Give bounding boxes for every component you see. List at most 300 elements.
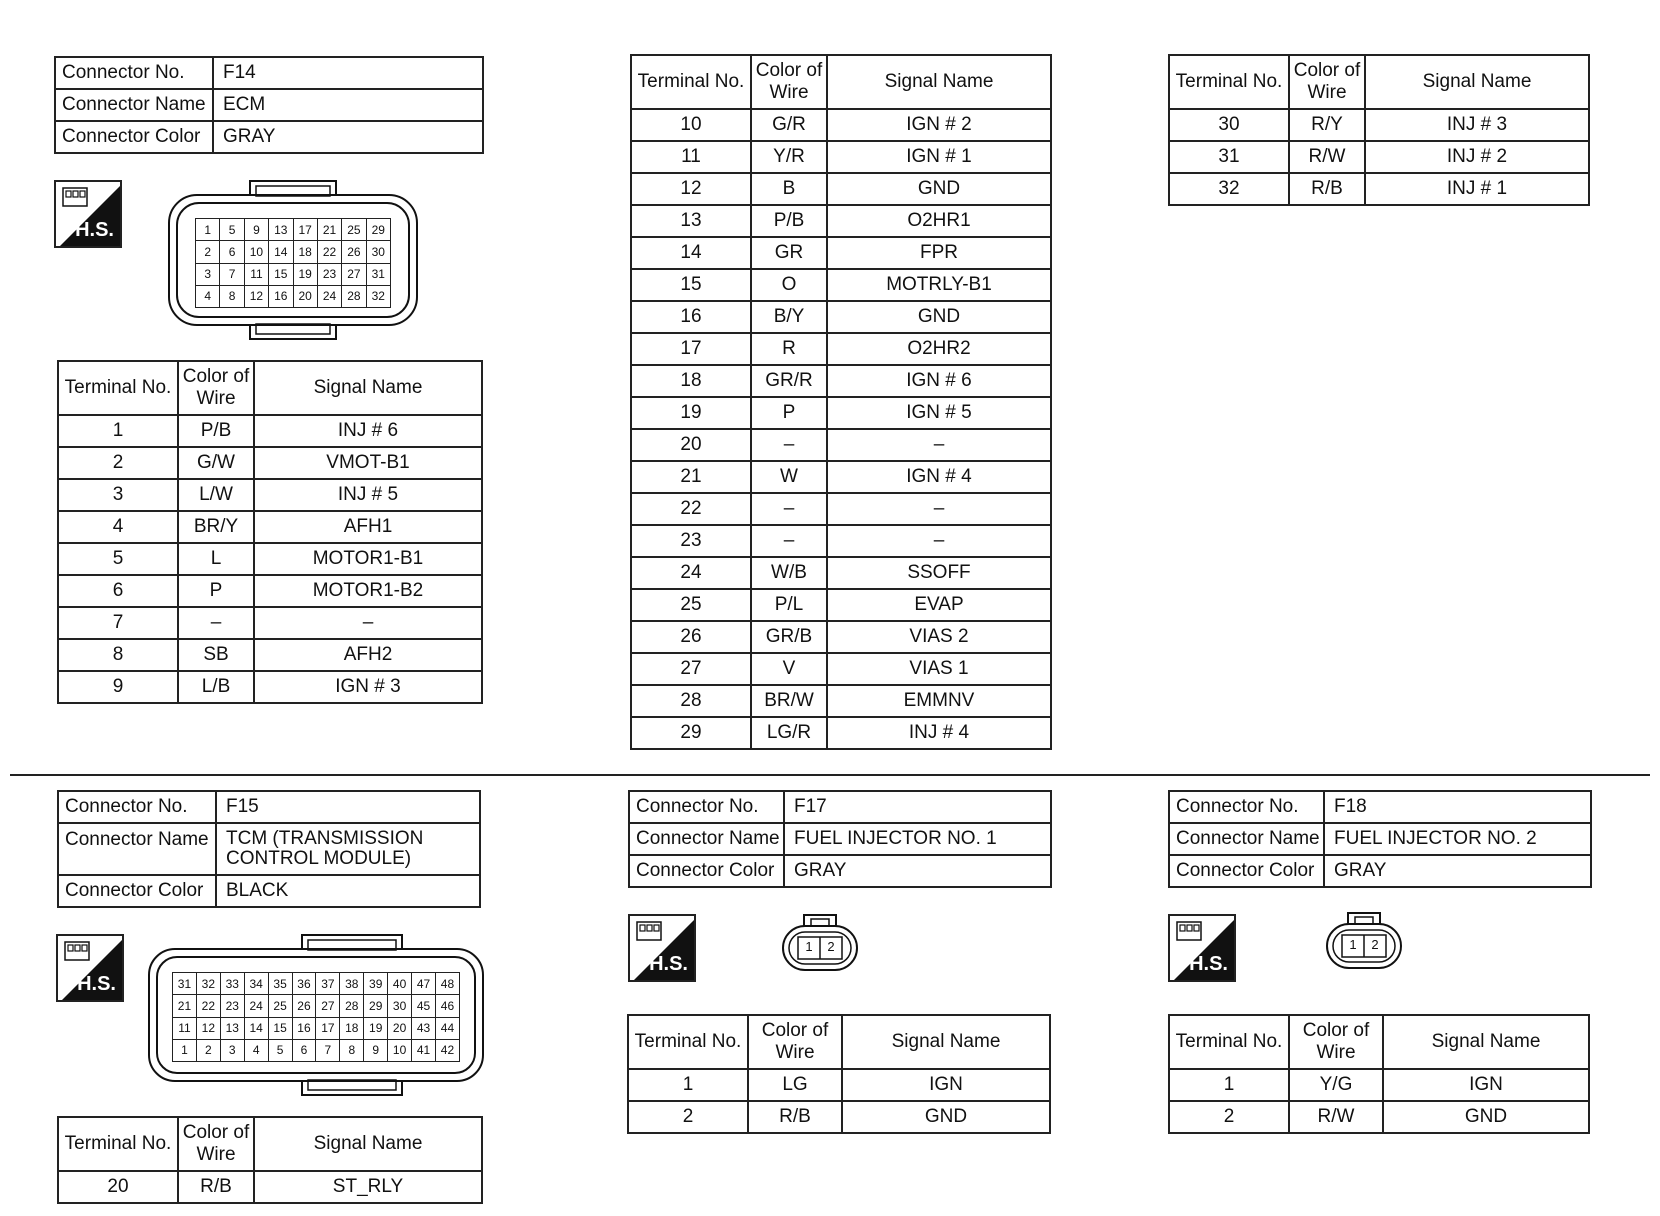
table-row: [1169, 1069, 1589, 1101]
signal-name-cell: INJ # 6: [254, 415, 482, 447]
signal-name-cell: IGN # 2: [827, 109, 1051, 141]
table-row: [1169, 1101, 1589, 1133]
pin-cell: 6: [292, 1039, 316, 1061]
table-row: [58, 1171, 482, 1203]
pin-cell: 29: [364, 995, 388, 1017]
pin-cell: 12: [196, 1017, 220, 1039]
color-of-wire-header: Color of Wire: [178, 361, 254, 415]
terminal-no-cell: 18: [631, 365, 751, 397]
connector-name-label: Connector Name: [629, 823, 784, 855]
pin-cell: 6: [220, 241, 244, 263]
wire-color-cell: Y/G: [1289, 1069, 1383, 1101]
wire-color-cell: R/B: [178, 1171, 254, 1203]
table-row: [631, 525, 1051, 557]
terminal-no-cell: 20: [631, 429, 751, 461]
terminal-no-header: Terminal No.: [631, 55, 751, 109]
wire-color-cell: P: [178, 575, 254, 607]
terminal-no-cell: 19: [631, 397, 751, 429]
terminal-no-cell: 23: [631, 525, 751, 557]
table-row: [58, 607, 482, 639]
pin-row: [173, 995, 460, 1017]
wire-color-cell: P/B: [751, 205, 827, 237]
f15-pin-grid: [172, 972, 460, 1062]
pin-cell: 20: [293, 285, 317, 307]
table-row: [58, 415, 482, 447]
wire-color-cell: LG: [748, 1069, 842, 1101]
terminal-no-header: Terminal No.: [1169, 55, 1289, 109]
wire-color-cell: G/R: [751, 109, 827, 141]
signal-name-cell: INJ # 3: [1365, 109, 1589, 141]
table-row: [631, 717, 1051, 749]
pin-label: 1: [1349, 937, 1357, 952]
pin-cell: 46: [435, 995, 459, 1017]
connector-color-label: Connector Color: [55, 121, 213, 153]
signal-name-cell: INJ # 2: [1365, 141, 1589, 173]
pin-cell: 17: [316, 1017, 340, 1039]
signal-name-cell: ST_RLY: [254, 1171, 482, 1203]
table-row: [631, 557, 1051, 589]
pin-label: 1: [805, 939, 813, 954]
signal-name-cell: EMMNV: [827, 685, 1051, 717]
wire-color-cell: SB: [178, 639, 254, 671]
connector-name-label: Connector Name: [1169, 823, 1324, 855]
connector-name-label: Connector Name: [55, 89, 213, 121]
terminal-no-cell: 27: [631, 653, 751, 685]
wire-color-cell: L/W: [178, 479, 254, 511]
signal-name-cell: INJ # 1: [1365, 173, 1589, 205]
wire-color-cell: W: [751, 461, 827, 493]
pin-cell: 11: [173, 1017, 197, 1039]
connector-color-value: GRAY: [213, 121, 483, 153]
wire-color-cell: R/Y: [1289, 109, 1365, 141]
pin-label: 2: [1371, 937, 1379, 952]
terminal-no-cell: 13: [631, 205, 751, 237]
pin-cell: 5: [268, 1039, 292, 1061]
pin-row: [173, 1039, 460, 1061]
pin-cell: 33: [220, 973, 244, 995]
pin-cell: 9: [364, 1039, 388, 1061]
signal-name-cell: O2HR2: [827, 333, 1051, 365]
table-row: [58, 575, 482, 607]
f14-terminal-table-b: [630, 54, 1052, 750]
signal-name-cell: MOTRLY-B1: [827, 269, 1051, 301]
pin-cell: 16: [269, 285, 293, 307]
wire-color-cell: P: [751, 397, 827, 429]
wire-color-cell: R/W: [1289, 1101, 1383, 1133]
terminal-no-cell: 2: [58, 447, 178, 479]
wire-color-cell: R/B: [748, 1101, 842, 1133]
wire-color-cell: –: [751, 525, 827, 557]
table-row: [631, 109, 1051, 141]
pin-cell: 15: [268, 1017, 292, 1039]
wire-color-cell: –: [751, 429, 827, 461]
table-row: [628, 1101, 1050, 1133]
wire-color-cell: –: [178, 607, 254, 639]
pin-cell: 30: [388, 995, 412, 1017]
pin-cell: 26: [292, 995, 316, 1017]
pin-cell: 36: [292, 973, 316, 995]
terminal-no-cell: 21: [631, 461, 751, 493]
pin-cell: 23: [220, 995, 244, 1017]
terminal-no-header: Terminal No.: [628, 1015, 748, 1069]
signal-name-cell: VMOT-B1: [254, 447, 482, 479]
terminal-no-cell: 12: [631, 173, 751, 205]
pin-row: [173, 1017, 460, 1039]
table-row: [631, 653, 1051, 685]
wire-color-cell: O: [751, 269, 827, 301]
terminal-no-cell: 25: [631, 589, 751, 621]
table-row: [628, 1069, 1050, 1101]
f15-connector-info: [57, 790, 481, 908]
hs-label: H.S.: [75, 219, 114, 241]
pin-cell: 25: [342, 219, 366, 241]
pin-cell: 18: [293, 241, 317, 263]
terminal-no-cell: 16: [631, 301, 751, 333]
pin-cell: 17: [293, 219, 317, 241]
connector-no-value: F14: [213, 57, 483, 89]
wire-color-cell: R/B: [1289, 173, 1365, 205]
pin-cell: 34: [244, 973, 268, 995]
pin-cell: 21: [317, 219, 341, 241]
f14-connector-face: [168, 180, 418, 340]
pin-label: 2: [827, 939, 835, 954]
table-row: [631, 173, 1051, 205]
pin-cell: 14: [244, 1017, 268, 1039]
f18-connector-info: [1168, 790, 1592, 888]
signal-name-header: Signal Name: [254, 1117, 482, 1171]
pin-cell: 31: [173, 973, 197, 995]
pin-cell: 37: [316, 973, 340, 995]
pin-cell: 10: [388, 1039, 412, 1061]
signal-name-cell: IGN # 3: [254, 671, 482, 703]
pin-cell: 4: [196, 285, 220, 307]
wire-color-cell: L: [178, 543, 254, 575]
f14-terminal-table-a: [57, 360, 483, 704]
pin-cell: 2: [196, 241, 220, 263]
terminal-no-cell: 2: [1169, 1101, 1289, 1133]
pin-cell: 8: [340, 1039, 364, 1061]
signal-name-cell: MOTOR1-B2: [254, 575, 482, 607]
pin-cell: 18: [340, 1017, 364, 1039]
terminal-no-cell: 4: [58, 511, 178, 543]
terminal-no-cell: 10: [631, 109, 751, 141]
pin-cell: 35: [268, 973, 292, 995]
table-row: [631, 237, 1051, 269]
signal-name-cell: AFH1: [254, 511, 482, 543]
f15-terminal-table: [57, 1116, 483, 1204]
pin-cell: 12: [244, 285, 268, 307]
terminal-no-cell: 9: [58, 671, 178, 703]
f14-pin-grid: [195, 218, 391, 308]
pin-cell: 16: [292, 1017, 316, 1039]
connector-no-value: F17: [784, 791, 1051, 823]
signal-name-cell: VIAS 1: [827, 653, 1051, 685]
terminal-no-cell: 3: [58, 479, 178, 511]
pin-cell: 23: [317, 263, 341, 285]
pin-cell: 32: [196, 973, 220, 995]
pin-row: [196, 285, 391, 307]
table-row: [58, 639, 482, 671]
wire-color-cell: W/B: [751, 557, 827, 589]
connector-color-label: Connector Color: [629, 855, 784, 887]
pin-cell: 5: [220, 219, 244, 241]
f15-connector-face: [148, 934, 484, 1096]
table-row: [58, 447, 482, 479]
terminal-no-cell: 15: [631, 269, 751, 301]
wire-color-cell: GR: [751, 237, 827, 269]
hs-label: H.S.: [1189, 953, 1228, 975]
terminal-no-cell: 30: [1169, 109, 1289, 141]
wire-color-cell: G/W: [178, 447, 254, 479]
terminal-no-cell: 20: [58, 1171, 178, 1203]
table-row: [1169, 173, 1589, 205]
wire-color-cell: P/B: [178, 415, 254, 447]
table-row: [58, 479, 482, 511]
pin-cell: 11: [244, 263, 268, 285]
wire-color-cell: –: [751, 493, 827, 525]
terminal-no-cell: 6: [58, 575, 178, 607]
f17-connector-face: [782, 914, 858, 972]
signal-name-cell: –: [254, 607, 482, 639]
terminal-no-cell: 8: [58, 639, 178, 671]
terminal-no-cell: 28: [631, 685, 751, 717]
connector-no-label: Connector No.: [55, 57, 213, 89]
terminal-no-cell: 1: [628, 1069, 748, 1101]
signal-name-cell: IGN # 6: [827, 365, 1051, 397]
signal-name-cell: GND: [1383, 1101, 1589, 1133]
connector-name-value: FUEL INJECTOR NO. 1: [784, 823, 1051, 855]
hs-icon: [56, 934, 124, 1002]
color-of-wire-header: Color of Wire: [178, 1117, 254, 1171]
wire-color-cell: P/L: [751, 589, 827, 621]
connector-name-label: Connector Name: [58, 823, 216, 875]
pin-row: [196, 241, 391, 263]
terminal-no-cell: 1: [1169, 1069, 1289, 1101]
pin-cell: 24: [317, 285, 341, 307]
connector-color-label: Connector Color: [1169, 855, 1324, 887]
hs-icon: [1168, 914, 1236, 982]
wire-color-cell: R: [751, 333, 827, 365]
pin-cell: 13: [220, 1017, 244, 1039]
connector-name-value: TCM (TRANSMISSION CONTROL MODULE): [216, 823, 480, 875]
terminal-no-cell: 5: [58, 543, 178, 575]
pin-cell: 24: [244, 995, 268, 1017]
wire-color-cell: B: [751, 173, 827, 205]
f18-connector-face: [1326, 912, 1402, 970]
f14-connector-info: [54, 56, 484, 154]
hs-icon: [54, 180, 122, 248]
signal-name-cell: SSOFF: [827, 557, 1051, 589]
terminal-no-cell: 14: [631, 237, 751, 269]
terminal-no-header: Terminal No.: [58, 361, 178, 415]
table-row: [631, 621, 1051, 653]
wire-color-cell: GR/R: [751, 365, 827, 397]
terminal-no-cell: 22: [631, 493, 751, 525]
pin-cell: 1: [173, 1039, 197, 1061]
pin-cell: 19: [293, 263, 317, 285]
f18-terminal-table: [1168, 1014, 1590, 1134]
terminal-no-cell: 17: [631, 333, 751, 365]
pin-cell: 28: [340, 995, 364, 1017]
pin-cell: 48: [435, 973, 459, 995]
signal-name-cell: INJ # 4: [827, 717, 1051, 749]
pin-cell: 7: [316, 1039, 340, 1061]
pin-cell: 38: [340, 973, 364, 995]
terminal-no-cell: 2: [628, 1101, 748, 1133]
connector-name-value: ECM: [213, 89, 483, 121]
signal-name-cell: GND: [842, 1101, 1050, 1133]
pin-cell: 41: [412, 1039, 436, 1061]
table-row: [631, 365, 1051, 397]
pin-cell: 7: [220, 263, 244, 285]
pin-cell: 43: [412, 1017, 436, 1039]
pin-cell: 14: [269, 241, 293, 263]
pin-cell: 25: [268, 995, 292, 1017]
signal-name-cell: –: [827, 429, 1051, 461]
pin-cell: 44: [435, 1017, 459, 1039]
signal-name-cell: O2HR1: [827, 205, 1051, 237]
pin-cell: 40: [388, 973, 412, 995]
pin-cell: 4: [244, 1039, 268, 1061]
hs-label: H.S.: [77, 973, 116, 995]
signal-name-cell: IGN # 5: [827, 397, 1051, 429]
terminal-no-cell: 31: [1169, 141, 1289, 173]
terminal-no-cell: 11: [631, 141, 751, 173]
pin-cell: 8: [220, 285, 244, 307]
terminal-no-cell: 32: [1169, 173, 1289, 205]
pin-row: [196, 219, 391, 241]
pin-cell: 30: [366, 241, 390, 263]
pin-cell: 27: [342, 263, 366, 285]
color-of-wire-header: Color of Wire: [751, 55, 827, 109]
signal-name-cell: IGN: [1383, 1069, 1589, 1101]
table-row: [631, 333, 1051, 365]
pin-row: [196, 263, 391, 285]
color-of-wire-header: Color of Wire: [1289, 1015, 1383, 1069]
table-row: [631, 141, 1051, 173]
signal-name-cell: GND: [827, 173, 1051, 205]
signal-name-cell: FPR: [827, 237, 1051, 269]
pin-cell: 19: [364, 1017, 388, 1039]
connector-no-label: Connector No.: [1169, 791, 1324, 823]
signal-name-header: Signal Name: [842, 1015, 1050, 1069]
pin-cell: 42: [435, 1039, 459, 1061]
table-row: [58, 511, 482, 543]
table-row: [631, 589, 1051, 621]
signal-name-cell: IGN: [842, 1069, 1050, 1101]
section-divider: [10, 774, 1650, 776]
pin-cell: 20: [388, 1017, 412, 1039]
table-row: [631, 205, 1051, 237]
signal-name-cell: IGN # 4: [827, 461, 1051, 493]
hs-icon: [628, 914, 696, 982]
f17-connector-info: [628, 790, 1052, 888]
table-row: [631, 301, 1051, 333]
terminal-no-cell: 7: [58, 607, 178, 639]
signal-name-cell: AFH2: [254, 639, 482, 671]
table-row: [1169, 109, 1589, 141]
connector-no-value: F15: [216, 791, 480, 823]
table-row: [631, 493, 1051, 525]
connector-color-label: Connector Color: [58, 875, 216, 907]
pin-cell: 15: [269, 263, 293, 285]
signal-name-header: Signal Name: [1365, 55, 1589, 109]
connector-no-label: Connector No.: [58, 791, 216, 823]
terminal-no-cell: 24: [631, 557, 751, 589]
pin-cell: 28: [342, 285, 366, 307]
table-row: [631, 397, 1051, 429]
pin-cell: 45: [412, 995, 436, 1017]
table-row: [631, 269, 1051, 301]
terminal-no-cell: 1: [58, 415, 178, 447]
wire-color-cell: Y/R: [751, 141, 827, 173]
wire-color-cell: V: [751, 653, 827, 685]
pin-cell: 10: [244, 241, 268, 263]
pin-cell: 9: [244, 219, 268, 241]
signal-name-header: Signal Name: [254, 361, 482, 415]
terminal-no-cell: 26: [631, 621, 751, 653]
pin-cell: 32: [366, 285, 390, 307]
color-of-wire-header: Color of Wire: [1289, 55, 1365, 109]
table-row: [1169, 141, 1589, 173]
pin-cell: 26: [342, 241, 366, 263]
wire-color-cell: LG/R: [751, 717, 827, 749]
connector-color-value: GRAY: [1324, 855, 1591, 887]
connector-color-value: BLACK: [216, 875, 480, 907]
signal-name-cell: VIAS 2: [827, 621, 1051, 653]
hs-label: H.S.: [649, 953, 688, 975]
pin-cell: 27: [316, 995, 340, 1017]
wire-color-cell: BR/Y: [178, 511, 254, 543]
signal-name-cell: EVAP: [827, 589, 1051, 621]
terminal-no-cell: 29: [631, 717, 751, 749]
pin-cell: 21: [173, 995, 197, 1017]
table-row: [631, 685, 1051, 717]
terminal-no-header: Terminal No.: [1169, 1015, 1289, 1069]
signal-name-cell: GND: [827, 301, 1051, 333]
terminal-no-header: Terminal No.: [58, 1117, 178, 1171]
wire-color-cell: L/B: [178, 671, 254, 703]
wire-color-cell: BR/W: [751, 685, 827, 717]
signal-name-header: Signal Name: [827, 55, 1051, 109]
pin-cell: 3: [196, 263, 220, 285]
table-row: [631, 429, 1051, 461]
pin-cell: 31: [366, 263, 390, 285]
signal-name-cell: –: [827, 525, 1051, 557]
connector-no-label: Connector No.: [629, 791, 784, 823]
pin-row: [173, 973, 460, 995]
pin-cell: 47: [412, 973, 436, 995]
signal-name-cell: IGN # 1: [827, 141, 1051, 173]
table-row: [58, 671, 482, 703]
color-of-wire-header: Color of Wire: [748, 1015, 842, 1069]
signal-name-cell: –: [827, 493, 1051, 525]
pin-cell: 1: [196, 219, 220, 241]
wire-color-cell: R/W: [1289, 141, 1365, 173]
pin-cell: 39: [364, 973, 388, 995]
signal-name-cell: MOTOR1-B1: [254, 543, 482, 575]
signal-name-header: Signal Name: [1383, 1015, 1589, 1069]
pin-cell: 22: [317, 241, 341, 263]
f14-terminal-table-c: [1168, 54, 1590, 206]
pin-cell: 13: [269, 219, 293, 241]
signal-name-cell: INJ # 5: [254, 479, 482, 511]
wire-color-cell: GR/B: [751, 621, 827, 653]
connector-no-value: F18: [1324, 791, 1591, 823]
connector-name-value: FUEL INJECTOR NO. 2: [1324, 823, 1591, 855]
f17-terminal-table: [627, 1014, 1051, 1134]
pin-cell: 3: [220, 1039, 244, 1061]
